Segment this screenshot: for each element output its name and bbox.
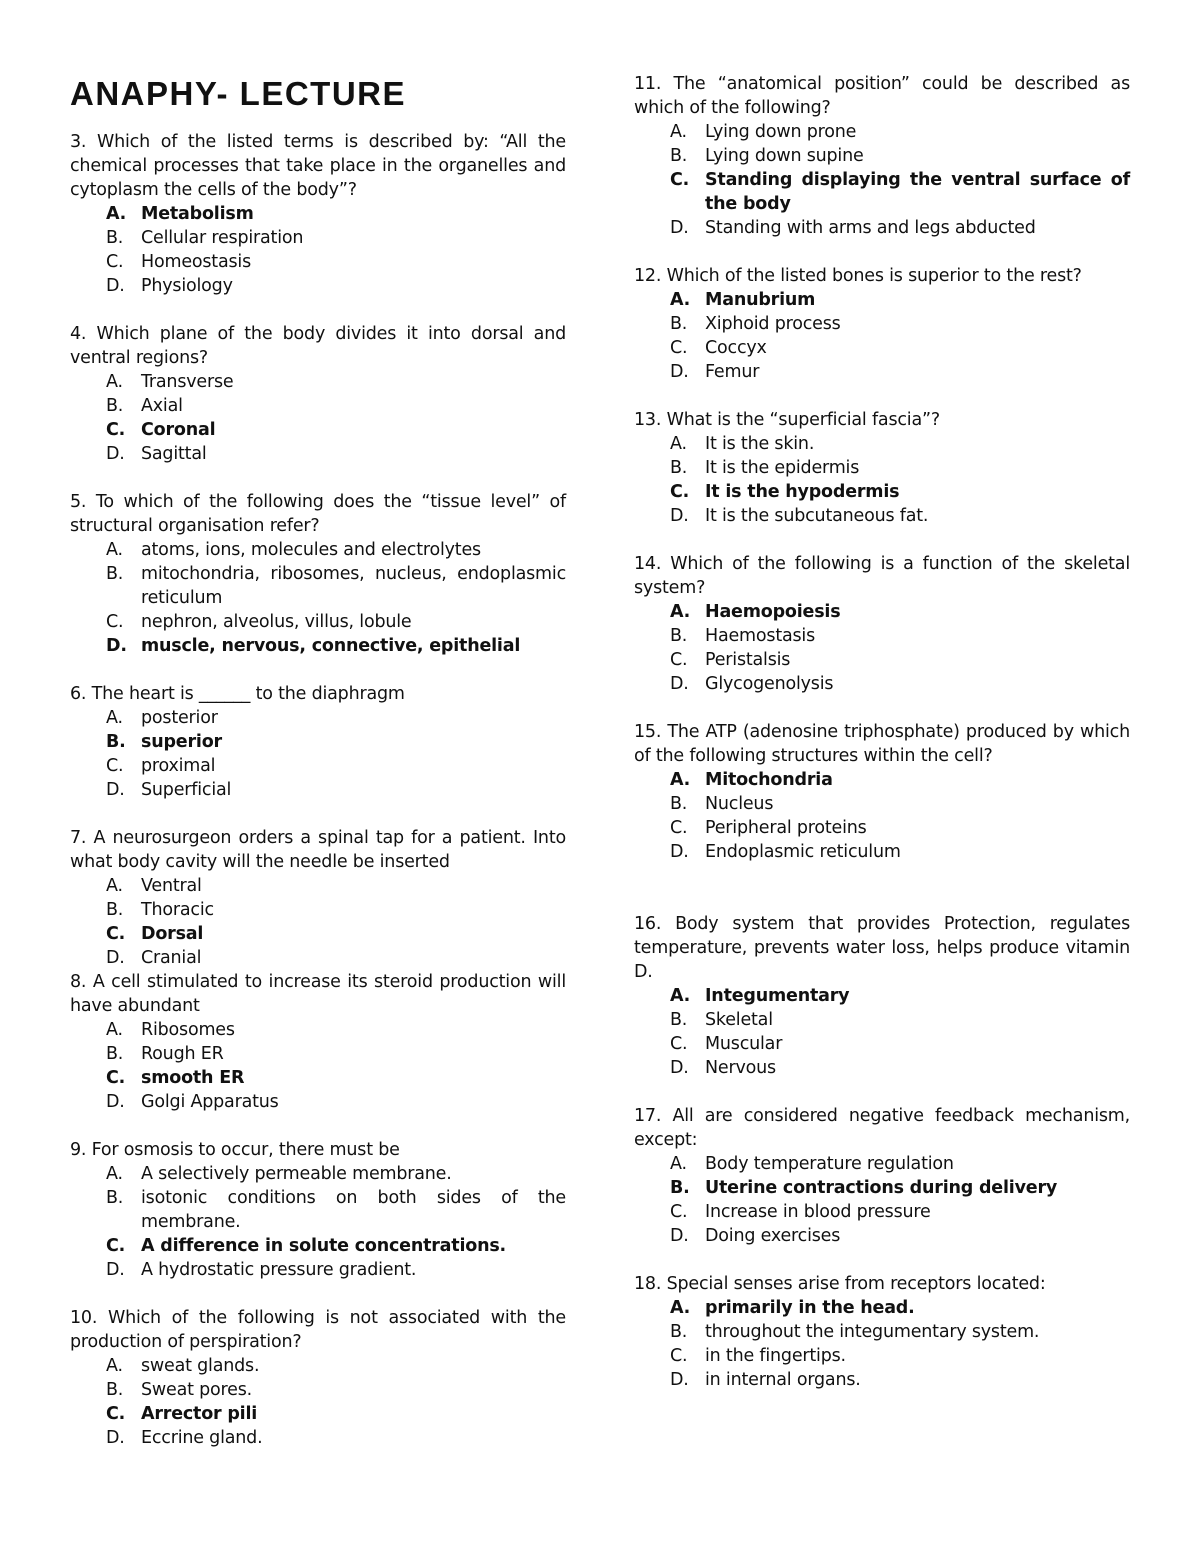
- option-text: A selectively permeable membrane.: [141, 1164, 452, 1184]
- answer-option: [70, 370, 566, 394]
- option-letter: C.: [106, 756, 124, 776]
- option-list: [634, 432, 1130, 528]
- option-list: [634, 768, 1130, 864]
- option-text: muscle, nervous, connective, epithelial: [141, 636, 521, 656]
- option-text: Skeletal: [705, 1010, 773, 1030]
- option-letter: A.: [670, 434, 687, 454]
- option-letter: D.: [106, 276, 125, 296]
- option-letter: D.: [670, 506, 689, 526]
- answer-option-correct: [70, 634, 566, 658]
- option-letter: C.: [106, 252, 124, 272]
- option-letter: A.: [106, 708, 123, 728]
- question-text: 3. Which of the listed terms is described by: “All the chemical processes that take place in the organelles and cytoplasm the cells of the body”?: [70, 132, 566, 200]
- option-text: It is the skin.: [705, 434, 815, 454]
- answer-option: [634, 1056, 1130, 1080]
- option-text: primarily in the head.: [705, 1298, 915, 1318]
- answer-option: [70, 874, 566, 898]
- option-letter: B.: [670, 1010, 688, 1030]
- answer-option-correct: [634, 600, 1130, 624]
- answer-option-correct: [70, 730, 566, 754]
- option-letter: C.: [670, 818, 688, 838]
- option-letter: D.: [670, 1058, 689, 1078]
- option-text: Transverse: [141, 372, 234, 392]
- option-letter: B.: [106, 1044, 124, 1064]
- answer-option-correct: [70, 1234, 566, 1258]
- option-text: in the fingertips.: [705, 1346, 846, 1366]
- answer-option: [70, 1186, 566, 1234]
- option-letter: A.: [106, 372, 123, 392]
- answer-option: [70, 1090, 566, 1114]
- option-letter: D.: [670, 218, 689, 238]
- option-text: It is the epidermis: [705, 458, 860, 478]
- answer-option: [634, 1320, 1130, 1344]
- option-letter: B.: [106, 396, 124, 416]
- option-letter: A.: [670, 770, 691, 790]
- option-letter: D.: [106, 948, 125, 968]
- option-text: Lying down prone: [705, 122, 857, 142]
- question-item: [70, 682, 566, 802]
- answer-option: [70, 250, 566, 274]
- option-letter: C.: [670, 338, 688, 358]
- answer-option: [70, 754, 566, 778]
- answer-option: [634, 120, 1130, 144]
- option-text: Sagittal: [141, 444, 207, 464]
- option-list: [634, 600, 1130, 696]
- option-list: [70, 538, 566, 658]
- option-letter: B.: [670, 794, 688, 814]
- right-question-list: [634, 72, 1130, 1392]
- question-text: 8. A cell stimulated to increase its steroid production will have abundant: [70, 972, 566, 1016]
- answer-option: [70, 562, 566, 610]
- option-letter: B.: [106, 228, 124, 248]
- option-letter: A.: [670, 1298, 691, 1318]
- option-text: Golgi Apparatus: [141, 1092, 279, 1112]
- right-column: [634, 72, 1130, 1416]
- option-letter: D.: [670, 674, 689, 694]
- option-letter: A.: [106, 204, 127, 224]
- question-item: [634, 408, 1130, 528]
- left-question-list: [70, 130, 566, 1450]
- option-letter: C.: [106, 420, 126, 440]
- answer-option-correct: [634, 984, 1130, 1008]
- answer-option-correct: [634, 480, 1130, 504]
- option-letter: A.: [670, 122, 687, 142]
- option-letter: D.: [670, 1370, 689, 1390]
- answer-option: [634, 432, 1130, 456]
- answer-option: [70, 1354, 566, 1378]
- answer-option: [634, 144, 1130, 168]
- option-letter: A.: [670, 290, 691, 310]
- option-text: It is the subcutaneous fat.: [705, 506, 929, 526]
- option-text: smooth ER: [141, 1068, 245, 1088]
- answer-option: [634, 1152, 1130, 1176]
- question-item: [70, 826, 566, 970]
- option-letter: D.: [106, 1092, 125, 1112]
- option-text: Haemostasis: [705, 626, 816, 646]
- answer-option: [634, 672, 1130, 696]
- option-text: Standing with arms and legs abducted: [705, 218, 1036, 238]
- question-text: 11. The “anatomical position” could be described as which of the following?: [634, 74, 1130, 118]
- option-text: Axial: [141, 396, 183, 416]
- option-text: Glycogenolysis: [705, 674, 834, 694]
- answer-option: [70, 1162, 566, 1186]
- option-letter: A.: [106, 1020, 123, 1040]
- option-list: [70, 202, 566, 298]
- question-item: [70, 322, 566, 466]
- option-text: It is the hypodermis: [705, 482, 900, 502]
- option-list: [70, 1354, 566, 1450]
- option-text: throughout the integumentary system.: [705, 1322, 1040, 1342]
- option-letter: C.: [106, 1404, 126, 1424]
- option-letter: C.: [670, 482, 690, 502]
- option-list: [634, 1296, 1130, 1392]
- question-text: 4. Which plane of the body divides it into dorsal and ventral regions?: [70, 324, 566, 368]
- option-letter: D.: [106, 1428, 125, 1448]
- answer-option-correct: [70, 418, 566, 442]
- answer-option: [634, 1344, 1130, 1368]
- answer-option: [70, 274, 566, 298]
- option-text: Eccrine gland.: [141, 1428, 263, 1448]
- question-item: [70, 130, 566, 298]
- question-item: [634, 720, 1130, 864]
- option-list: [634, 288, 1130, 384]
- answer-option: [634, 648, 1130, 672]
- answer-option: [70, 1258, 566, 1282]
- option-letter: D.: [106, 1260, 125, 1280]
- option-letter: B.: [670, 458, 688, 478]
- option-letter: B.: [106, 732, 126, 752]
- option-letter: B.: [670, 626, 688, 646]
- option-letter: A.: [670, 986, 691, 1006]
- option-letter: D.: [670, 842, 689, 862]
- option-letter: A.: [106, 876, 123, 896]
- question-item: [634, 1272, 1130, 1392]
- option-letter: B.: [106, 564, 124, 584]
- option-letter: B.: [670, 314, 688, 334]
- option-text: Nervous: [705, 1058, 776, 1078]
- answer-option: [70, 538, 566, 562]
- option-letter: C.: [106, 612, 124, 632]
- answer-option-correct: [634, 288, 1130, 312]
- option-list: [70, 1162, 566, 1282]
- answer-option: [70, 1018, 566, 1042]
- option-letter: C.: [106, 1068, 126, 1088]
- option-text: mitochondria, ribosomes, nucleus, endoplasmic reticulum: [141, 564, 566, 608]
- option-list: [70, 370, 566, 466]
- option-letter: B.: [670, 1322, 688, 1342]
- option-letter: A.: [106, 1164, 123, 1184]
- option-text: Arrector pili: [141, 1404, 258, 1424]
- option-text: in internal organs.: [705, 1370, 861, 1390]
- option-text: Integumentary: [705, 986, 850, 1006]
- option-text: Metabolism: [141, 204, 254, 224]
- answer-option-correct: [634, 1296, 1130, 1320]
- question-text: 18. Special senses arise from receptors located:: [634, 1274, 1046, 1294]
- option-text: Thoracic: [141, 900, 214, 920]
- question-item: [70, 1306, 566, 1450]
- question-item: [634, 1104, 1130, 1248]
- question-item: [70, 970, 566, 1114]
- option-text: Nucleus: [705, 794, 774, 814]
- answer-option-correct: [70, 1402, 566, 1426]
- answer-option-correct: [70, 1066, 566, 1090]
- option-letter: D.: [670, 1226, 689, 1246]
- option-list: [70, 874, 566, 970]
- option-letter: D.: [106, 636, 127, 656]
- option-text: Sweat pores.: [141, 1380, 253, 1400]
- option-letter: C.: [670, 1202, 688, 1222]
- question-text: 10. Which of the following is not associated with the production of perspiration?: [70, 1308, 566, 1352]
- answer-option: [634, 1032, 1130, 1056]
- answer-option: [634, 792, 1130, 816]
- option-letter: A.: [106, 540, 123, 560]
- answer-option: [634, 360, 1130, 384]
- option-letter: D.: [106, 780, 125, 800]
- page-title: ANAPHY- LECTURE: [70, 75, 407, 112]
- answer-option: [634, 216, 1130, 240]
- answer-option: [70, 394, 566, 418]
- option-text: Ribosomes: [141, 1020, 235, 1040]
- answer-option: [70, 610, 566, 634]
- option-text: Homeostasis: [141, 252, 251, 272]
- option-text: Coronal: [141, 420, 216, 440]
- option-text: sweat glands.: [141, 1356, 260, 1376]
- option-text: isotonic conditions on both sides of the membrane.: [141, 1188, 566, 1232]
- option-letter: D.: [106, 444, 125, 464]
- option-text: Doing exercises: [705, 1226, 841, 1246]
- option-text: Standing displaying the ventral surface of the body: [705, 170, 1130, 214]
- question-text: 9. For osmosis to occur, there must be: [70, 1140, 400, 1160]
- option-letter: A.: [670, 1154, 687, 1174]
- question-text: 7. A neurosurgeon orders a spinal tap for a patient. Into what body cavity will the needle be inserted: [70, 828, 566, 872]
- option-text: A hydrostatic pressure gradient.: [141, 1260, 417, 1280]
- answer-option: [634, 624, 1130, 648]
- option-list: [634, 1152, 1130, 1248]
- option-text: Superficial: [141, 780, 232, 800]
- option-letter: C.: [670, 1346, 688, 1366]
- option-text: Uterine contractions during delivery: [705, 1178, 1058, 1198]
- question-item: [634, 264, 1130, 384]
- option-text: posterior: [141, 708, 218, 728]
- option-text: proximal: [141, 756, 216, 776]
- option-text: Haemopoiesis: [705, 602, 841, 622]
- option-letter: B.: [106, 1380, 124, 1400]
- option-text: nephron, alveolus, villus, lobule: [141, 612, 412, 632]
- option-text: Ventral: [141, 876, 202, 896]
- answer-option: [70, 1042, 566, 1066]
- option-text: Body temperature regulation: [705, 1154, 954, 1174]
- option-text: Manubrium: [705, 290, 816, 310]
- answer-option: [634, 1224, 1130, 1248]
- question-text: 6. The heart is ______ to the diaphragm: [70, 684, 405, 704]
- option-list: [70, 706, 566, 802]
- option-text: Physiology: [141, 276, 233, 296]
- option-letter: A.: [106, 1356, 123, 1376]
- option-letter: C.: [670, 650, 688, 670]
- option-text: Muscular: [705, 1034, 783, 1054]
- question-item: [634, 72, 1130, 240]
- option-text: Peripheral proteins: [705, 818, 867, 838]
- answer-option: [70, 226, 566, 250]
- question-text: 5. To which of the following does the “tissue level” of structural organisation refer?: [70, 492, 566, 536]
- answer-option: [634, 336, 1130, 360]
- option-text: Cranial: [141, 948, 202, 968]
- question-item: [634, 552, 1130, 696]
- question-text: 16. Body system that provides Protection, regulates temperature, prevents water loss, helps produce vitamin D.: [634, 914, 1130, 982]
- option-letter: B.: [670, 146, 688, 166]
- option-text: Coccyx: [705, 338, 767, 358]
- option-text: atoms, ions, molecules and electrolytes: [141, 540, 481, 560]
- answer-option-correct: [634, 1176, 1130, 1200]
- question-item: [634, 912, 1130, 1080]
- option-letter: D.: [670, 362, 689, 382]
- question-text: 14. Which of the following is a function of the skeletal system?: [634, 554, 1130, 598]
- answer-option: [70, 1426, 566, 1450]
- option-text: Femur: [705, 362, 760, 382]
- option-letter: C.: [670, 170, 690, 190]
- option-letter: C.: [106, 1236, 126, 1256]
- question-item: [70, 490, 566, 658]
- option-text: superior: [141, 732, 222, 752]
- option-text: Increase in blood pressure: [705, 1202, 931, 1222]
- option-text: A difference in solute concentrations.: [141, 1236, 506, 1256]
- answer-option: [70, 442, 566, 466]
- left-column: [70, 72, 566, 1474]
- question-text: 17. All are considered negative feedback mechanism, except:: [634, 1106, 1130, 1150]
- question-text: 15. The ATP (adenosine triphosphate) produced by which of the following structures within the cell?: [634, 722, 1130, 766]
- answer-option: [634, 456, 1130, 480]
- answer-option: [634, 1200, 1130, 1224]
- question-item: [70, 1138, 566, 1282]
- answer-option: [634, 816, 1130, 840]
- option-list: [634, 120, 1130, 240]
- option-letter: A.: [670, 602, 691, 622]
- option-text: Cellular respiration: [141, 228, 304, 248]
- answer-option: [70, 898, 566, 922]
- answer-option: [634, 1008, 1130, 1032]
- option-letter: B.: [106, 900, 124, 920]
- option-text: Rough ER: [141, 1044, 224, 1064]
- answer-option: [70, 1378, 566, 1402]
- option-letter: C.: [106, 924, 126, 944]
- option-text: Endoplasmic reticulum: [705, 842, 901, 862]
- answer-option-correct: [634, 768, 1130, 792]
- answer-option: [70, 778, 566, 802]
- answer-option-correct: [70, 202, 566, 226]
- question-text: 13. What is the “superficial fascia”?: [634, 410, 940, 430]
- option-letter: B.: [670, 1178, 690, 1198]
- answer-option: [634, 504, 1130, 528]
- answer-option: [70, 706, 566, 730]
- option-text: Mitochondria: [705, 770, 833, 790]
- answer-option: [634, 1368, 1130, 1392]
- option-letter: B.: [106, 1188, 124, 1208]
- question-text: 12. Which of the listed bones is superior to the rest?: [634, 266, 1082, 286]
- answer-option: [634, 840, 1130, 864]
- answer-option-correct: [70, 922, 566, 946]
- option-text: Lying down supine: [705, 146, 864, 166]
- option-text: Xiphoid process: [705, 314, 841, 334]
- option-text: Peristalsis: [705, 650, 791, 670]
- answer-option-correct: [634, 168, 1130, 216]
- option-text: Dorsal: [141, 924, 204, 944]
- option-list: [70, 1018, 566, 1114]
- option-letter: C.: [670, 1034, 688, 1054]
- option-list: [634, 984, 1130, 1080]
- answer-option: [634, 312, 1130, 336]
- answer-option: [70, 946, 566, 970]
